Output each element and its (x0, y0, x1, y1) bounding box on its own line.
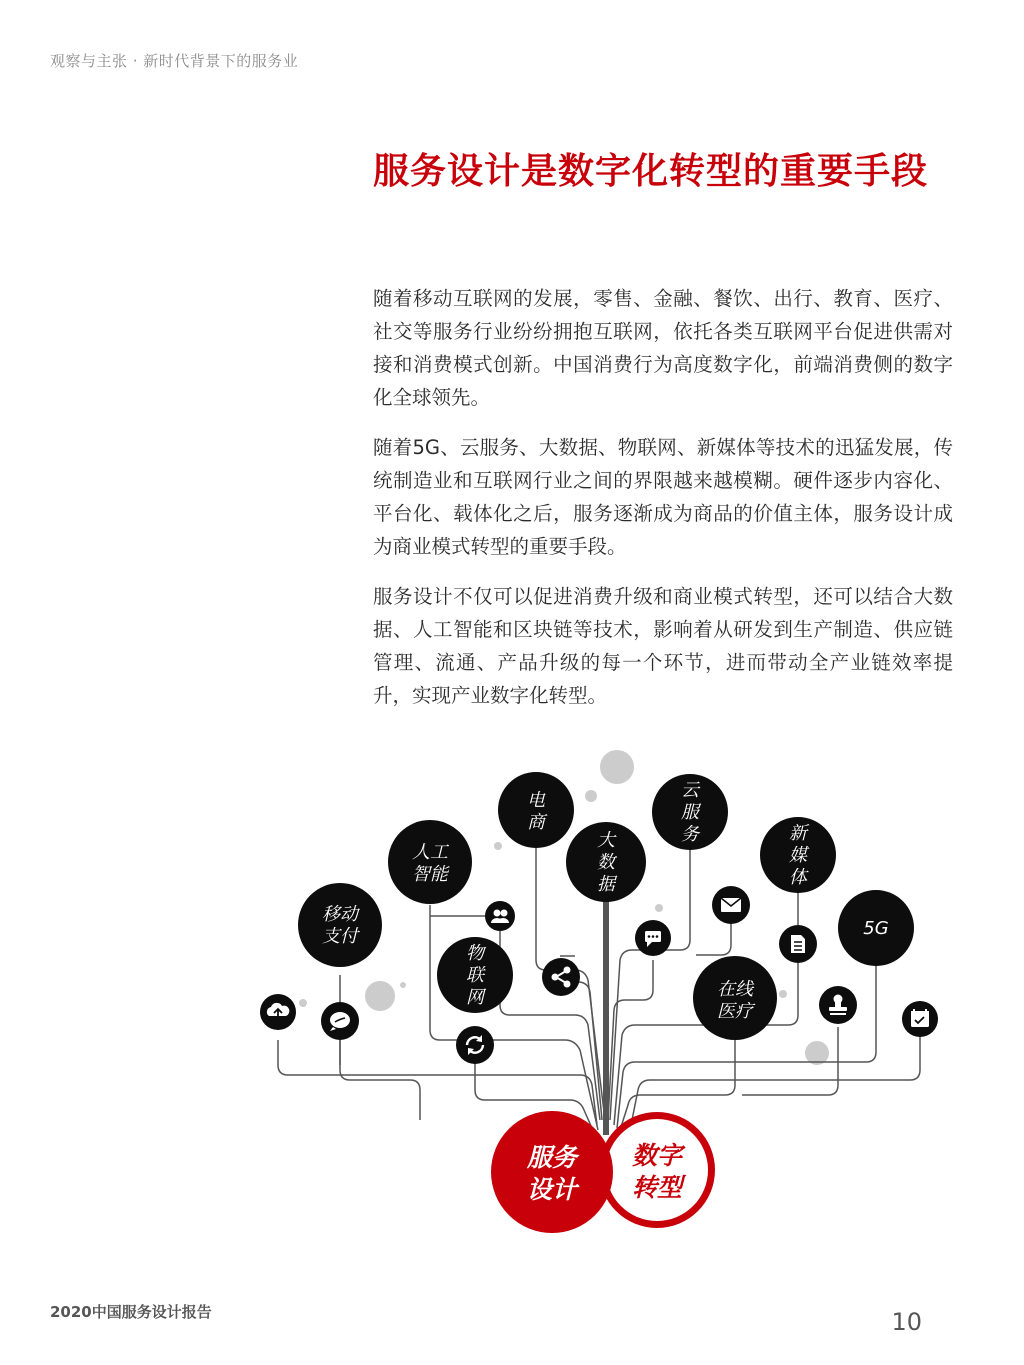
node-label: 服 (681, 802, 699, 823)
node-5g (838, 890, 914, 966)
chat-bubble-icon (321, 1002, 359, 1040)
node-iot (437, 937, 513, 1013)
node-label: 在线 (717, 979, 753, 1000)
stamp-icon (819, 986, 857, 1024)
node-label: 网 (466, 987, 484, 1008)
node-label: 务 (681, 824, 699, 845)
node-label: 智能 (412, 864, 448, 885)
node-label: 体 (789, 867, 807, 888)
message-dots-icon (635, 920, 671, 956)
node-label: 商 (527, 812, 545, 833)
node-label: 支付 (322, 926, 358, 947)
node-label: 新 (789, 823, 807, 844)
core-digital-transformation (599, 1112, 715, 1228)
node-ecommerce (498, 772, 574, 848)
node-new-media (760, 817, 836, 893)
node-online-medical (693, 956, 777, 1040)
document-icon (779, 925, 817, 963)
page-title: 服务设计是数字化转型的重要手段 (373, 151, 929, 192)
paragraph: 服务设计不仅可以促进消费升级和商业模式转型，还可以结合大数据、人工智能和区块链等技术，影响着从研发到生产制造、供应链管理、流通、产品升级的每一个环节，进而带动全产业链效率提升，实现产业数字化转型。 (373, 585, 953, 707)
node-label: 移动 (322, 904, 358, 925)
core-service-design (491, 1111, 613, 1233)
page-number: 10 (891, 1308, 922, 1336)
cloud-upload-icon (260, 994, 296, 1030)
node-label: 据 (597, 874, 615, 895)
service-design-tree-diagram (240, 740, 960, 1240)
node-ai (388, 820, 472, 904)
node-label: 物 (466, 943, 484, 964)
node-label: 人工 (412, 842, 448, 863)
calendar-check-icon (902, 1001, 938, 1037)
core-label: 设计 (526, 1175, 578, 1204)
node-label: 联 (466, 965, 484, 986)
running-head: 观察与主张 · 新时代背景下的服务业 (50, 52, 299, 70)
mail-icon (712, 886, 750, 924)
paragraph: 随着移动互联网的发展，零售、金融、餐饮、出行、教育、医疗、社交等服务行业纷纷拥抱互联网，依托各类互联网平台促进供需对接和消费模式创新。中国消费行为高度数字化，前端消费侧的数字化全球领先。 (373, 287, 953, 409)
users-icon (485, 901, 515, 931)
paragraph: 随着5G、云服务、大数据、物联网、新媒体等技术的迅猛发展，传统制造业和互联网行业之间的界限越来越模糊。硬件逐步内容化、平台化、载体化之后，服务逐渐成为商品的价值主体，服务设计成为商业模式转型的重要手段。 (373, 436, 953, 558)
node-label: 5G (863, 918, 889, 939)
node-label: 云 (681, 780, 699, 801)
share-icon (542, 958, 580, 996)
node-mobile-pay (298, 883, 382, 967)
node-big-data (566, 822, 646, 902)
node-label: 大 (597, 830, 615, 851)
footer-report-title: 2020中国服务设计报告 (50, 1303, 212, 1321)
node-label: 媒 (789, 845, 807, 866)
core-label: 服务 (526, 1143, 578, 1172)
core-label: 转型 (631, 1173, 683, 1202)
sync-icon (456, 1026, 494, 1064)
body-text (373, 282, 953, 729)
node-label: 电 (527, 790, 545, 811)
node-label: 医疗 (717, 1001, 753, 1022)
node-cloud (652, 774, 728, 850)
node-label: 数 (597, 852, 615, 873)
core-label: 数字 (631, 1141, 683, 1170)
